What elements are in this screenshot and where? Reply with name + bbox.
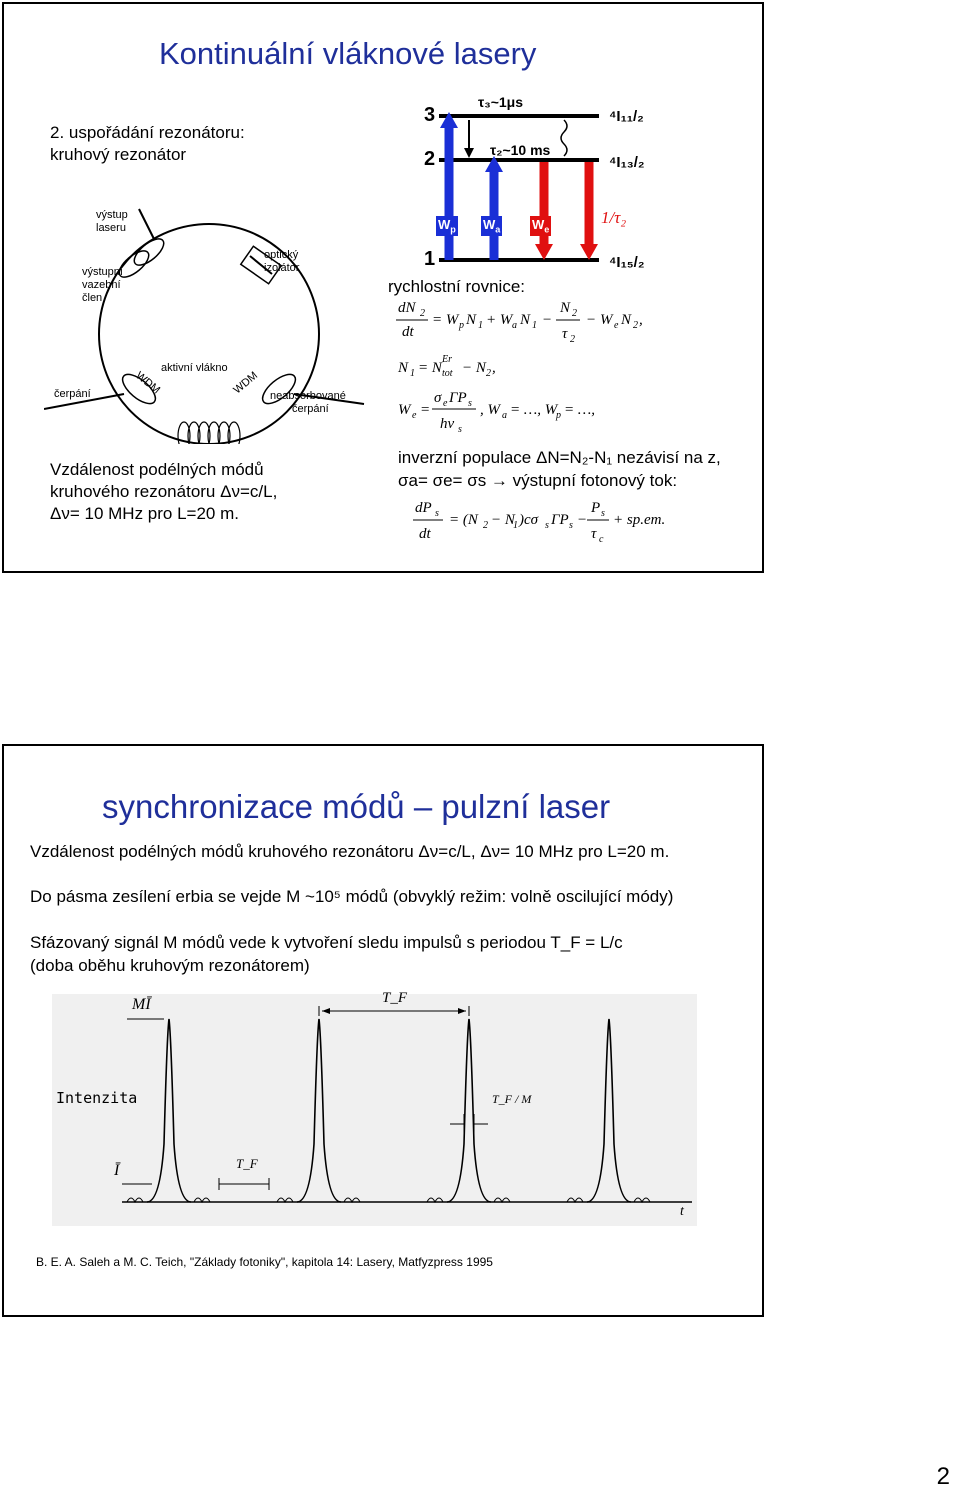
svg-text:= …,: = …,	[564, 402, 595, 418]
svg-text:N: N	[621, 312, 632, 328]
wa-label: $W_a$	[483, 217, 501, 235]
svg-text:=: =	[420, 402, 431, 418]
svg-text:2: 2	[572, 308, 577, 319]
pulse-train-figure	[52, 990, 697, 1226]
intensity-axis-label: Intenzita	[56, 1089, 138, 1107]
svg-text:tot: tot	[442, 368, 453, 379]
label-wdm-left: WDM	[133, 369, 163, 397]
svg-text:W: W	[600, 312, 613, 328]
svg-text:ΓP: ΓP	[551, 512, 569, 528]
svg-text:2: 2	[486, 368, 491, 379]
svg-text:2: 2	[420, 308, 425, 319]
svg-text:N: N	[520, 312, 531, 328]
svg-text:dt: dt	[419, 526, 431, 542]
slide-1	[2, 2, 764, 573]
svg-text:e: e	[412, 410, 417, 421]
svg-text:−: −	[542, 312, 553, 328]
slide-2-title: synchronizace módů – pulzní laser	[102, 788, 611, 825]
svg-text:dN: dN	[398, 300, 416, 316]
pulse-train-plot	[52, 994, 697, 1226]
svg-text:= …, W: = …, W	[510, 402, 558, 418]
svg-text:2: 2	[570, 334, 575, 345]
para-pulse-train-2: (doba oběhu kruhovým rezonátorem)	[30, 956, 310, 975]
svg-text:s: s	[545, 520, 549, 531]
svg-text:− N: − N	[462, 360, 486, 376]
svg-text:σ: σ	[434, 390, 442, 406]
svg-text:,: ,	[492, 360, 496, 376]
svg-text:W: W	[398, 402, 411, 418]
svg-text:hν: hν	[440, 416, 455, 432]
svg-text:1: 1	[478, 320, 483, 331]
level-3: 3	[424, 104, 436, 126]
mean-intensity-label: Ī	[114, 1162, 120, 1179]
pulse-width-label: T_F / M	[492, 1092, 532, 1106]
svg-text:s: s	[569, 520, 573, 531]
para-mode-count: Do pásma zesílení erbia se vejde M ~10⁵ módů (obvyklý režim: volně oscilující módy)	[30, 887, 674, 906]
we-label: $W_e$	[532, 217, 550, 235]
svg-text:a: a	[512, 320, 517, 331]
subtitle-line-1: 2. uspořádání rezonátoru:	[50, 123, 245, 142]
svg-text:, W: , W	[480, 402, 500, 418]
svg-text:= (N: = (N	[449, 512, 478, 528]
mode-spacing-line-1: Vzdálenost podélných módů	[50, 460, 264, 479]
svg-text:2: 2	[633, 320, 638, 331]
svg-text:− N: − N	[491, 512, 515, 528]
svg-text:2: 2	[483, 520, 488, 531]
svg-text:+ W: + W	[486, 312, 513, 328]
svg-text:−: −	[586, 312, 597, 328]
svg-text:1: 1	[532, 320, 537, 331]
para-mode-spacing: Vzdálenost podélných módů kruhového rezonátoru Δν=c/L, Δν= 10 MHz pro L=20 m.	[30, 842, 670, 861]
svg-text:N: N	[466, 312, 477, 328]
slide-2	[2, 744, 764, 1317]
page-number: 2	[936, 1463, 950, 1490]
svg-text:p: p	[556, 410, 561, 421]
subtitle-line-2: kruhový rezonátor	[50, 145, 187, 164]
period-label: T_F	[382, 990, 408, 1006]
level-I11: ⁴I₁₁/₂	[609, 108, 644, 125]
slide-1-title: Kontinuální vláknové lasery	[159, 36, 537, 71]
level-2: 2	[424, 148, 436, 170]
svg-text:e: e	[614, 320, 619, 331]
label-aktivni-vlakno: aktivní vlákno	[161, 362, 228, 374]
svg-text:N: N	[398, 360, 409, 376]
level-I13: ⁴I₁₃/₂	[609, 154, 645, 171]
svg-text:c: c	[599, 534, 604, 545]
wp-label: $W_p$	[438, 217, 456, 235]
peak-label: MĪ	[132, 996, 151, 1013]
svg-text:s: s	[435, 508, 439, 519]
label-wdm-right: WDM	[231, 369, 261, 397]
para-pulse-train-1: Sfázovaný signál M módů vede k vytvoření sledu impulsů s periodou T_F = L/c	[30, 933, 623, 952]
label-cerpani: čerpání	[54, 388, 91, 400]
tau2-label: τ₂~10 ms	[490, 142, 551, 158]
svg-text:= W: = W	[432, 312, 459, 328]
svg-text:τ: τ	[591, 526, 597, 542]
citation: B. E. A. Saleh a M. C. Teich, "Základy fotoniky", kapitola 14: Lasery, Matfyzpress 1995	[36, 1255, 493, 1269]
svg-text:N: N	[560, 300, 571, 316]
svg-text:e: e	[443, 398, 448, 409]
label-neabsorbovane: neabsorbované čerpání	[270, 390, 346, 415]
svg-text:dP: dP	[415, 500, 432, 516]
svg-text:s: s	[458, 424, 462, 435]
inversion-line-1: inverzní populace ΔN=N₂-N₁ nezávisí na z,	[398, 448, 721, 467]
inversion-line-2: σa= σe= σs → výstupní fotonový tok:	[398, 471, 678, 490]
svg-text:+ sp.em.: + sp.em.	[613, 512, 666, 528]
svg-text:p: p	[459, 320, 464, 331]
svg-text:−: −	[577, 512, 588, 528]
svg-text:s: s	[601, 508, 605, 519]
label-opticky-izolator: optický izolátor	[264, 249, 300, 274]
photon-flux-equation	[409, 496, 709, 552]
svg-text:= N: = N	[418, 360, 442, 376]
svg-text:dt: dt	[402, 324, 414, 340]
mode-spacing-line-3: Δν= 10 MHz pro L=20 m.	[50, 504, 239, 523]
svg-text:,: ,	[639, 312, 643, 328]
tau3-label: τ₃~1μs	[478, 94, 524, 110]
mode-spacing-line-2: kruhového rezonátoru Δν=c/L,	[50, 482, 278, 501]
level-1: 1	[424, 248, 436, 270]
svg-text:Er: Er	[442, 354, 452, 365]
svg-text:s: s	[468, 398, 472, 409]
one-over-tau-label: 1/τ₂	[601, 208, 627, 227]
level-I15: ⁴I₁₅/₂	[609, 254, 645, 271]
svg-text:1: 1	[513, 520, 518, 531]
svg-text:a: a	[502, 410, 507, 421]
rate-equations-label: rychlostní rovnice:	[388, 277, 525, 296]
label-vystup-laseru: výstup laseru	[96, 209, 128, 234]
svg-text:τ: τ	[562, 326, 568, 342]
svg-text:P: P	[591, 500, 601, 516]
period-label-bottom: T_F	[236, 1156, 258, 1171]
rate-equations	[388, 298, 718, 438]
svg-text:ΓP: ΓP	[449, 390, 467, 406]
svg-text:1: 1	[410, 368, 415, 379]
svg-text:)cσ: )cσ	[519, 512, 539, 528]
time-axis-label: t	[680, 1204, 684, 1219]
label-vystupni-clen: výstupní vazební člen	[82, 266, 123, 304]
